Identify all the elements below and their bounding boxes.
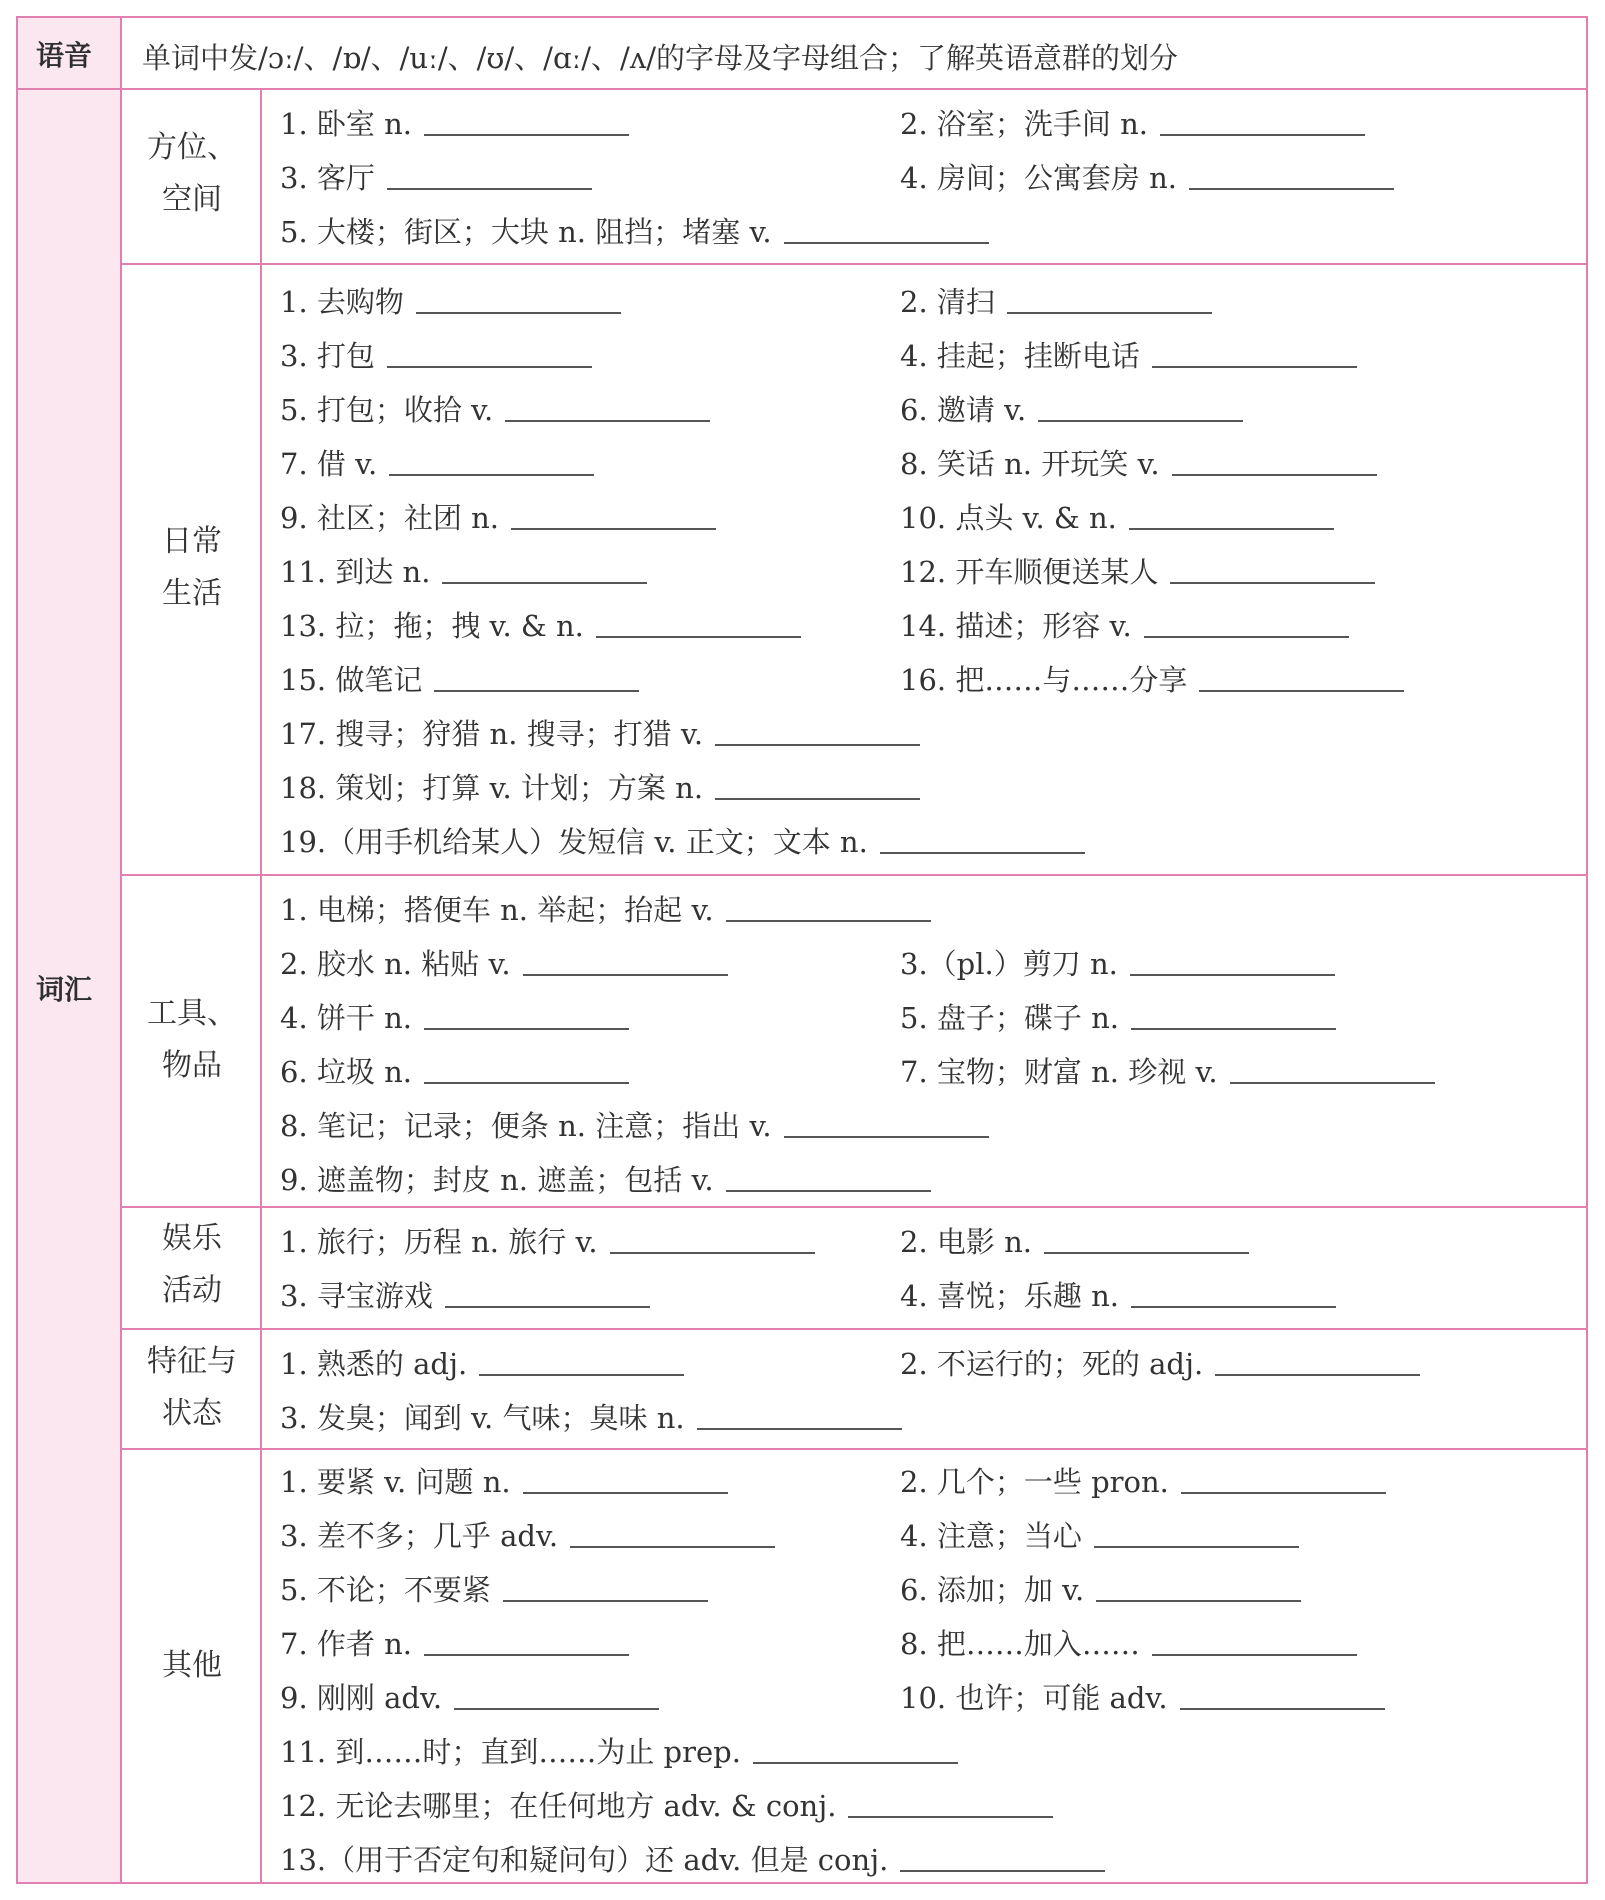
category-line: 娱乐: [162, 1221, 222, 1256]
answer-blank[interactable]: [511, 528, 716, 530]
answer-blank[interactable]: [1131, 1306, 1336, 1308]
divider-4: [122, 1328, 1586, 1330]
item-text: 15. 做笔记: [280, 663, 423, 697]
item-text: 6. 垃圾 n.: [280, 1055, 413, 1089]
item-text: 2. 不运行的；死的 adj.: [900, 1347, 1204, 1381]
item-text: 2. 胶水 n. 粘贴 v.: [280, 947, 511, 981]
vocab-item: [900, 104, 1365, 144]
vocab-item: [900, 1344, 1420, 1384]
vocab-item: [900, 1570, 1301, 1610]
vocab-item: [280, 890, 931, 930]
category-line: 日常: [162, 524, 222, 559]
item-text: 4. 喜悦；乐趣 n.: [900, 1279, 1120, 1313]
vocab-item: [280, 104, 629, 144]
vocab-item: [900, 944, 1335, 984]
answer-blank[interactable]: [1170, 582, 1375, 584]
answer-blank[interactable]: [424, 1082, 629, 1084]
vocab-item: [900, 498, 1334, 538]
vocab-item: [280, 822, 1085, 862]
item-text: 4. 注意；当心: [900, 1519, 1082, 1553]
item-text: 1. 去购物: [280, 285, 404, 319]
category-line: 空间: [162, 182, 222, 217]
item-text: 3.（pl.）剪刀 n.: [900, 947, 1118, 981]
answer-blank[interactable]: [416, 312, 621, 314]
category-line: 生活: [162, 576, 222, 611]
item-text: 10. 也许；可能 adv.: [900, 1681, 1168, 1715]
category-tools-items: [122, 988, 262, 1092]
answer-blank[interactable]: [726, 920, 931, 922]
item-text: 8. 笑话 n. 开玩笑 v.: [900, 447, 1160, 481]
item-text: 5. 盘子；碟子 n.: [900, 1001, 1120, 1035]
vocab-item: [280, 336, 592, 376]
answer-blank[interactable]: [1180, 1708, 1385, 1710]
vocab-item: [280, 714, 920, 754]
category-line: 活动: [162, 1273, 222, 1308]
answer-blank[interactable]: [454, 1708, 659, 1710]
item-text: 3. 发臭；闻到 v. 气味；臭味 n.: [280, 1401, 685, 1435]
category-features-states: [122, 1336, 262, 1440]
vocab-item: [900, 444, 1377, 484]
divider-3: [122, 1206, 1586, 1208]
answer-blank[interactable]: [1152, 366, 1357, 368]
divider-5: [122, 1448, 1586, 1450]
answer-blank[interactable]: [445, 1306, 650, 1308]
answer-blank[interactable]: [1096, 1600, 1301, 1602]
vocab-item: [280, 1222, 815, 1262]
item-text: 4. 挂起；挂断电话: [900, 339, 1140, 373]
item-text: 12. 无论去哪里；在任何地方 adv. & conj.: [280, 1789, 837, 1823]
answer-blank[interactable]: [1181, 1492, 1386, 1494]
answer-blank[interactable]: [1160, 134, 1365, 136]
answer-blank[interactable]: [848, 1816, 1053, 1818]
category-entertainment: [122, 1213, 262, 1317]
answer-blank[interactable]: [1131, 1028, 1336, 1030]
answer-blank[interactable]: [442, 582, 647, 584]
answer-blank[interactable]: [387, 188, 592, 190]
vertical-divider-category: [260, 88, 262, 1882]
divider-1: [122, 263, 1586, 265]
answer-blank[interactable]: [715, 744, 920, 746]
vocab-item: [280, 944, 728, 984]
item-text: 5. 不论；不要紧: [280, 1573, 491, 1607]
item-text: 3. 客厅: [280, 161, 375, 195]
answer-blank[interactable]: [880, 852, 1085, 854]
vocab-item: [280, 444, 594, 484]
item-text: 12. 开车顺便送某人: [900, 555, 1159, 589]
category-line: 其他: [162, 1648, 222, 1683]
item-text: 5. 打包；收拾 v.: [280, 393, 494, 427]
divider-2: [122, 874, 1586, 876]
vocab-item: [900, 998, 1336, 1038]
item-text: 3. 打包: [280, 339, 375, 373]
item-text: 1. 卧室 n.: [280, 107, 413, 141]
answer-blank[interactable]: [726, 1190, 931, 1192]
answer-blank[interactable]: [505, 420, 710, 422]
item-text: 2. 清扫: [900, 285, 995, 319]
item-text: 8. 笔记；记录；便条 n. 注意；指出 v.: [280, 1109, 772, 1143]
answer-blank[interactable]: [1130, 974, 1335, 976]
vocab-item: [280, 1678, 659, 1718]
answer-blank[interactable]: [503, 1600, 708, 1602]
item-text: 6. 邀请 v.: [900, 393, 1027, 427]
vocab-item: [280, 498, 716, 538]
category-line: 特征与: [147, 1344, 237, 1379]
vocab-item: [280, 1786, 1053, 1826]
category-daily-life: [122, 516, 262, 620]
answer-blank[interactable]: [479, 1374, 684, 1376]
answer-blank[interactable]: [523, 974, 728, 976]
item-text: 10. 点头 v. & n.: [900, 501, 1117, 535]
vocab-item: [280, 1570, 708, 1610]
item-text: 18. 策划；打算 v. 计划；方案 n.: [280, 771, 704, 805]
item-text: 19.（用手机给某人）发短信 v. 正文；文本 n.: [280, 825, 868, 859]
answer-blank[interactable]: [596, 636, 801, 638]
answer-blank[interactable]: [1152, 1654, 1357, 1656]
answer-blank[interactable]: [1230, 1082, 1435, 1084]
answer-blank[interactable]: [784, 1136, 989, 1138]
vocab-item: [900, 390, 1243, 430]
vocab-item: [900, 606, 1349, 646]
pronunciation-label: 语音: [36, 39, 93, 72]
answer-blank[interactable]: [715, 798, 920, 800]
category-others: [122, 1640, 262, 1692]
item-text: 8. 把……加入……: [900, 1627, 1140, 1661]
item-text: 11. 到……时；直到……为止 prep.: [280, 1735, 741, 1769]
vocab-item: [900, 158, 1394, 198]
item-text: 2. 浴室；洗手间 n.: [900, 107, 1149, 141]
vocab-item: [900, 660, 1404, 700]
divider-pronunciation: [18, 88, 1586, 90]
item-text: 13.（用于否定句和疑问句）还 adv. 但是 conj.: [280, 1843, 889, 1877]
vocab-item: [900, 1462, 1386, 1502]
vocab-item: [900, 552, 1375, 592]
vocab-item: [900, 1516, 1299, 1556]
answer-blank[interactable]: [753, 1762, 958, 1764]
item-text: 1. 电梯；搭便车 n. 举起；抬起 v.: [280, 893, 714, 927]
item-text: 16. 把……与……分享: [900, 663, 1188, 697]
answer-blank[interactable]: [424, 1654, 629, 1656]
answer-blank[interactable]: [1094, 1546, 1299, 1548]
answer-blank[interactable]: [1038, 420, 1243, 422]
vocab-item: [900, 1624, 1357, 1664]
answer-blank[interactable]: [900, 1870, 1105, 1872]
answer-blank[interactable]: [1215, 1374, 1420, 1376]
category-line: 方位、: [147, 130, 237, 165]
category-line: 状态: [162, 1396, 222, 1431]
item-text: 1. 熟悉的 adj.: [280, 1347, 468, 1381]
item-text: 7. 作者 n.: [280, 1627, 413, 1661]
vocabulary-label: 词汇: [36, 973, 93, 1006]
category-line: 工具、: [147, 996, 237, 1031]
item-text: 11. 到达 n.: [280, 555, 431, 589]
item-text: 2. 几个；一些 pron.: [900, 1465, 1169, 1499]
item-text: 17. 搜寻；狩猎 n. 搜寻；打猎 v.: [280, 717, 704, 751]
vocab-item: [900, 1678, 1385, 1718]
vocab-item: [280, 158, 592, 198]
vocab-item: [280, 1276, 650, 1316]
answer-blank[interactable]: [610, 1252, 815, 1254]
vocab-item: [280, 1398, 902, 1438]
vocab-item: [280, 1462, 728, 1502]
item-text: 9. 社区；社团 n.: [280, 501, 500, 535]
answer-blank[interactable]: [1144, 636, 1349, 638]
vocab-item: [280, 1840, 1105, 1880]
item-text: 4. 房间；公寓套房 n.: [900, 161, 1178, 195]
vocab-item: [280, 282, 621, 322]
answer-blank[interactable]: [697, 1428, 902, 1430]
vertical-divider-label: [120, 18, 122, 1882]
vocab-item: [280, 1732, 958, 1772]
vocab-item: [280, 768, 920, 808]
label-column: [18, 18, 122, 1882]
answer-blank[interactable]: [434, 690, 639, 692]
item-text: 1. 旅行；历程 n. 旅行 v.: [280, 1225, 598, 1259]
answer-blank[interactable]: [1172, 474, 1377, 476]
vocabulary-table: [16, 16, 1588, 1884]
item-text: 2. 电影 n.: [900, 1225, 1033, 1259]
answer-blank[interactable]: [389, 474, 594, 476]
answer-blank[interactable]: [523, 1492, 728, 1494]
item-text: 5. 大楼；街区；大块 n. 阻挡；堵塞 v.: [280, 215, 772, 249]
category-location-space: [122, 122, 262, 226]
item-text: 7. 宝物；财富 n. 珍视 v.: [900, 1055, 1218, 1089]
answer-blank[interactable]: [1044, 1252, 1249, 1254]
vocab-item: [280, 606, 801, 646]
answer-blank[interactable]: [1007, 312, 1212, 314]
vocab-item: [280, 1052, 629, 1092]
vocab-item: [280, 998, 629, 1038]
item-text: 6. 添加；加 v.: [900, 1573, 1085, 1607]
item-text: 9. 遮盖物；封皮 n. 遮盖；包括 v.: [280, 1163, 714, 1197]
answer-blank[interactable]: [424, 1028, 629, 1030]
item-text: 14. 描述；形容 v.: [900, 609, 1132, 643]
item-text: 1. 要紧 v. 问题 n.: [280, 1465, 511, 1499]
item-text: 9. 刚刚 adv.: [280, 1681, 443, 1715]
vocab-item: [280, 552, 647, 592]
item-text: 13. 拉；拖；拽 v. & n.: [280, 609, 584, 643]
item-text: 4. 饼干 n.: [280, 1001, 413, 1035]
vocab-item: [280, 1344, 684, 1384]
vocab-item: [280, 1624, 629, 1664]
vocab-item: [900, 1222, 1249, 1262]
answer-blank[interactable]: [784, 242, 989, 244]
category-line: 物品: [162, 1048, 222, 1083]
vocab-item: [280, 1160, 931, 1200]
vocab-item: [280, 1516, 775, 1556]
vocab-item: [900, 336, 1357, 376]
vocab-item: [280, 212, 989, 252]
vocab-item: [900, 1276, 1336, 1316]
vocab-item: [280, 660, 639, 700]
answer-blank[interactable]: [1129, 528, 1334, 530]
answer-blank[interactable]: [1189, 188, 1394, 190]
answer-blank[interactable]: [570, 1546, 775, 1548]
item-text: 7. 借 v.: [280, 447, 378, 481]
vocab-item: [280, 390, 710, 430]
vocab-item: [900, 282, 1212, 322]
item-text: 3. 差不多；几乎 adv.: [280, 1519, 559, 1553]
vocab-item: [900, 1052, 1435, 1092]
vocab-item: [280, 1106, 989, 1146]
answer-blank[interactable]: [1199, 690, 1404, 692]
answer-blank[interactable]: [387, 366, 592, 368]
item-text: 3. 寻宝游戏: [280, 1279, 433, 1313]
pronunciation-text: 单词中发/ɔː/、/ɒ/、/uː/、/ʊ/、/ɑː/、/ʌ/的字母及字母组合；了解英语意群的划分: [142, 41, 1178, 75]
answer-blank[interactable]: [424, 134, 629, 136]
